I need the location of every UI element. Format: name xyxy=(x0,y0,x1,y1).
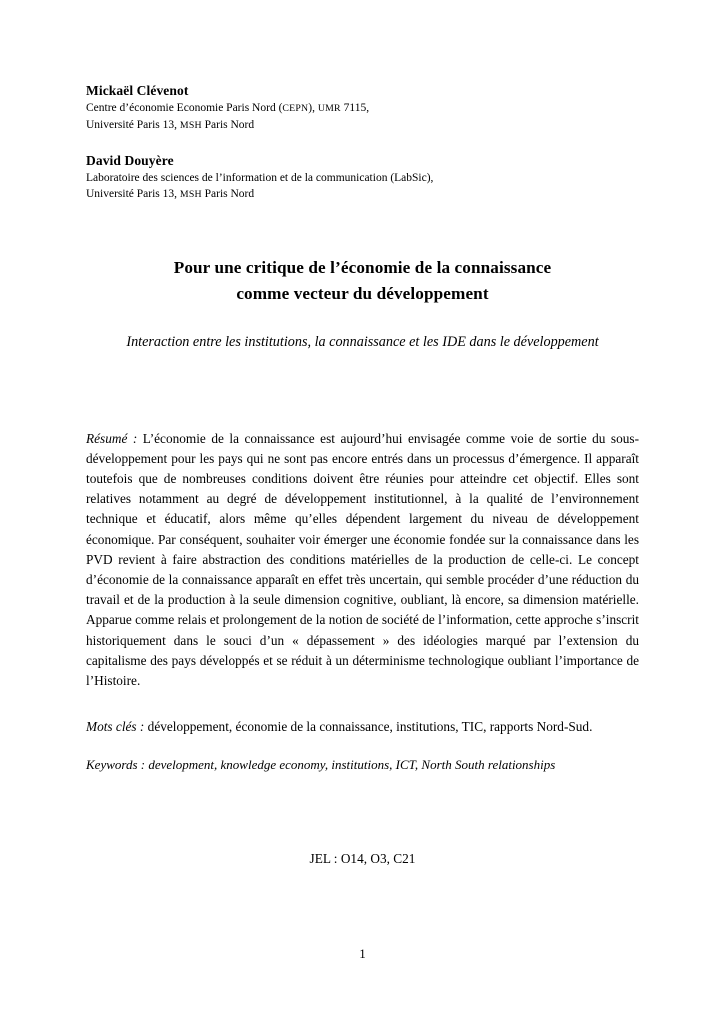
affiliation-text: Université Paris 13, xyxy=(86,118,180,131)
keywords-en: Keywords : development, knowledge economy, institutions, ICT, North South relationships xyxy=(86,757,556,773)
keywords-fr xyxy=(86,717,639,737)
author-affiliation-line xyxy=(86,100,639,117)
affiliation-text: Paris Nord xyxy=(201,188,255,201)
affiliation-acronym: MSH xyxy=(179,119,202,131)
title-line-2: comme vecteur du développement xyxy=(236,283,489,303)
page-number: 1 xyxy=(359,946,366,961)
abstract-text: L’économie de la connaissance est aujourd’hui envisagée comme voie de sortie du sous-développement pour les pays qui ne sont pas encore entrés dans un processus d’émergence. Il apparaît toutefois que de nombreuses conditions doivent être réunies pour atteindre cet objectif. Elles sont relatives notamment au degré de développement institutionnel, à la qualité de l’environnement technique et éducatif, alors même qu’elles dépendent largement du niveau de développement économique. Par conséquent, souhaiter voir émerger une économie fondée sur la connaissance dans les PVD revient à faire abstraction des conditions matérielles de la production de celle-ci. Le concept d’économie de la connaissance apparaît en effet très uncertain, qui semble procéder d’une réduction du travail et de la production à la seule dimension cognitive, oubliant, là encore, sa dimension matérielle. Apparue comme relais et prolongement de la notion de société de l’information, cette approche s’inscrit historiquement dans le souci d’un « dépassement » des idéologies marqué par l’extension du capitalisme des pays développés et se réduit à un déterminisme technologique oubliant l’importance de l’Histoire. xyxy=(86,430,639,689)
jel-codes: JEL : O14, O3, C21 xyxy=(309,850,416,866)
affiliation-text: ), xyxy=(308,102,318,115)
affiliation-text: Paris Nord xyxy=(201,118,255,131)
author-affiliation-line xyxy=(86,117,639,134)
affiliation-acronym: CEPN xyxy=(282,103,309,115)
page-title xyxy=(86,255,639,307)
author-block-1 xyxy=(86,82,639,134)
abstract-label: Résumé : xyxy=(86,430,138,446)
affiliation-text: 7115, xyxy=(340,102,370,115)
keywords-fr-label: Mots clés : xyxy=(86,719,145,735)
abstract-paragraph xyxy=(86,429,639,692)
author-name: David Douyère xyxy=(86,152,174,168)
page-subtitle: Interaction entre les institutions, la connaissance et les IDE dans le développement xyxy=(126,333,599,350)
keywords-fr-text: développement, économie de la connaissance, institutions, TIC, rapports Nord-Sud. xyxy=(144,719,593,735)
affiliation-acronym: UMR xyxy=(317,103,341,115)
author-name: Mickaël Clévenot xyxy=(86,83,189,98)
title-line-1: Pour une critique de l’économie de la connaissance xyxy=(173,258,552,278)
author-affiliation-line: Laboratoire des sciences de l’information et de la communication (LabSic), xyxy=(86,171,434,184)
affiliation-text: Centre d’économie Economie Paris Nord ( xyxy=(86,102,283,115)
author-affiliation-line xyxy=(86,186,639,203)
affiliation-acronym: MSH xyxy=(179,189,202,201)
author-block-2 xyxy=(86,152,639,204)
affiliation-text: Université Paris 13, xyxy=(86,188,180,201)
